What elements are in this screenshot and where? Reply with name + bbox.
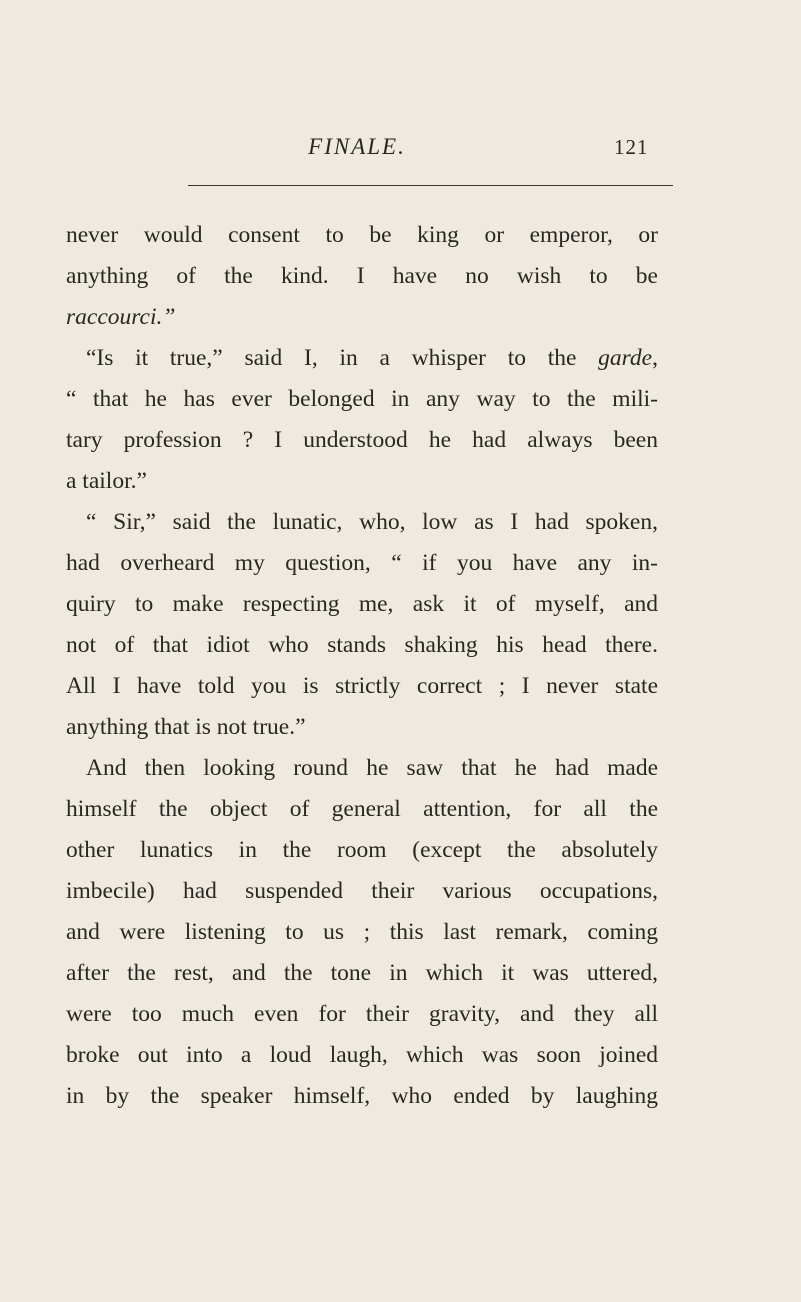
text-line: not of that idiot who stands shaking his head there. [66, 632, 658, 658]
text-line: imbecile) had suspended their various occupations, [66, 878, 658, 904]
text-line: tary profession ? I understood he had always been [66, 427, 658, 453]
header-rule [188, 185, 673, 186]
text-line: and were listening to us ; this last remark, coming [66, 919, 658, 945]
running-title: FINALE. [308, 134, 406, 159]
text-line: raccourci.” [66, 304, 176, 330]
text-line: in by the speaker himself, who ended by laughing [66, 1083, 658, 1109]
text-line: other lunatics in the room (except the absolutely [66, 837, 658, 863]
text-line: never would consent to be king or emperor, or [66, 222, 658, 248]
text-line: And then looking round he saw that he had made [86, 755, 658, 781]
text-line: anything of the kind. I have no wish to be [66, 263, 658, 289]
body-text [66, 215, 658, 1117]
text-line: “Is it true,” said I, in a whisper to the garde, [86, 345, 658, 371]
text-line: after the rest, and the tone in which it was uttered, [66, 960, 658, 986]
text-line: quiry to make respecting me, ask it of myself, and [66, 591, 658, 617]
text-line: were too much even for their gravity, and they all [66, 1001, 658, 1027]
text-line: himself the object of general attention, for all the [66, 796, 658, 822]
text-line: “ that he has ever belonged in any way to the mili- [66, 386, 658, 412]
text-line: had overheard my question, “ if you have any in- [66, 550, 658, 576]
page-number: 121 [614, 135, 649, 159]
text-line: All I have told you is strictly correct ; I never state [66, 673, 658, 699]
text-line: anything that is not true.” [66, 714, 306, 740]
text-line: broke out into a loud laugh, which was soon joined [66, 1042, 658, 1068]
page-header [0, 134, 801, 164]
text-line: “ Sir,” said the lunatic, who, low as I had spoken, [86, 509, 658, 535]
text-line: a tailor.” [66, 468, 147, 494]
